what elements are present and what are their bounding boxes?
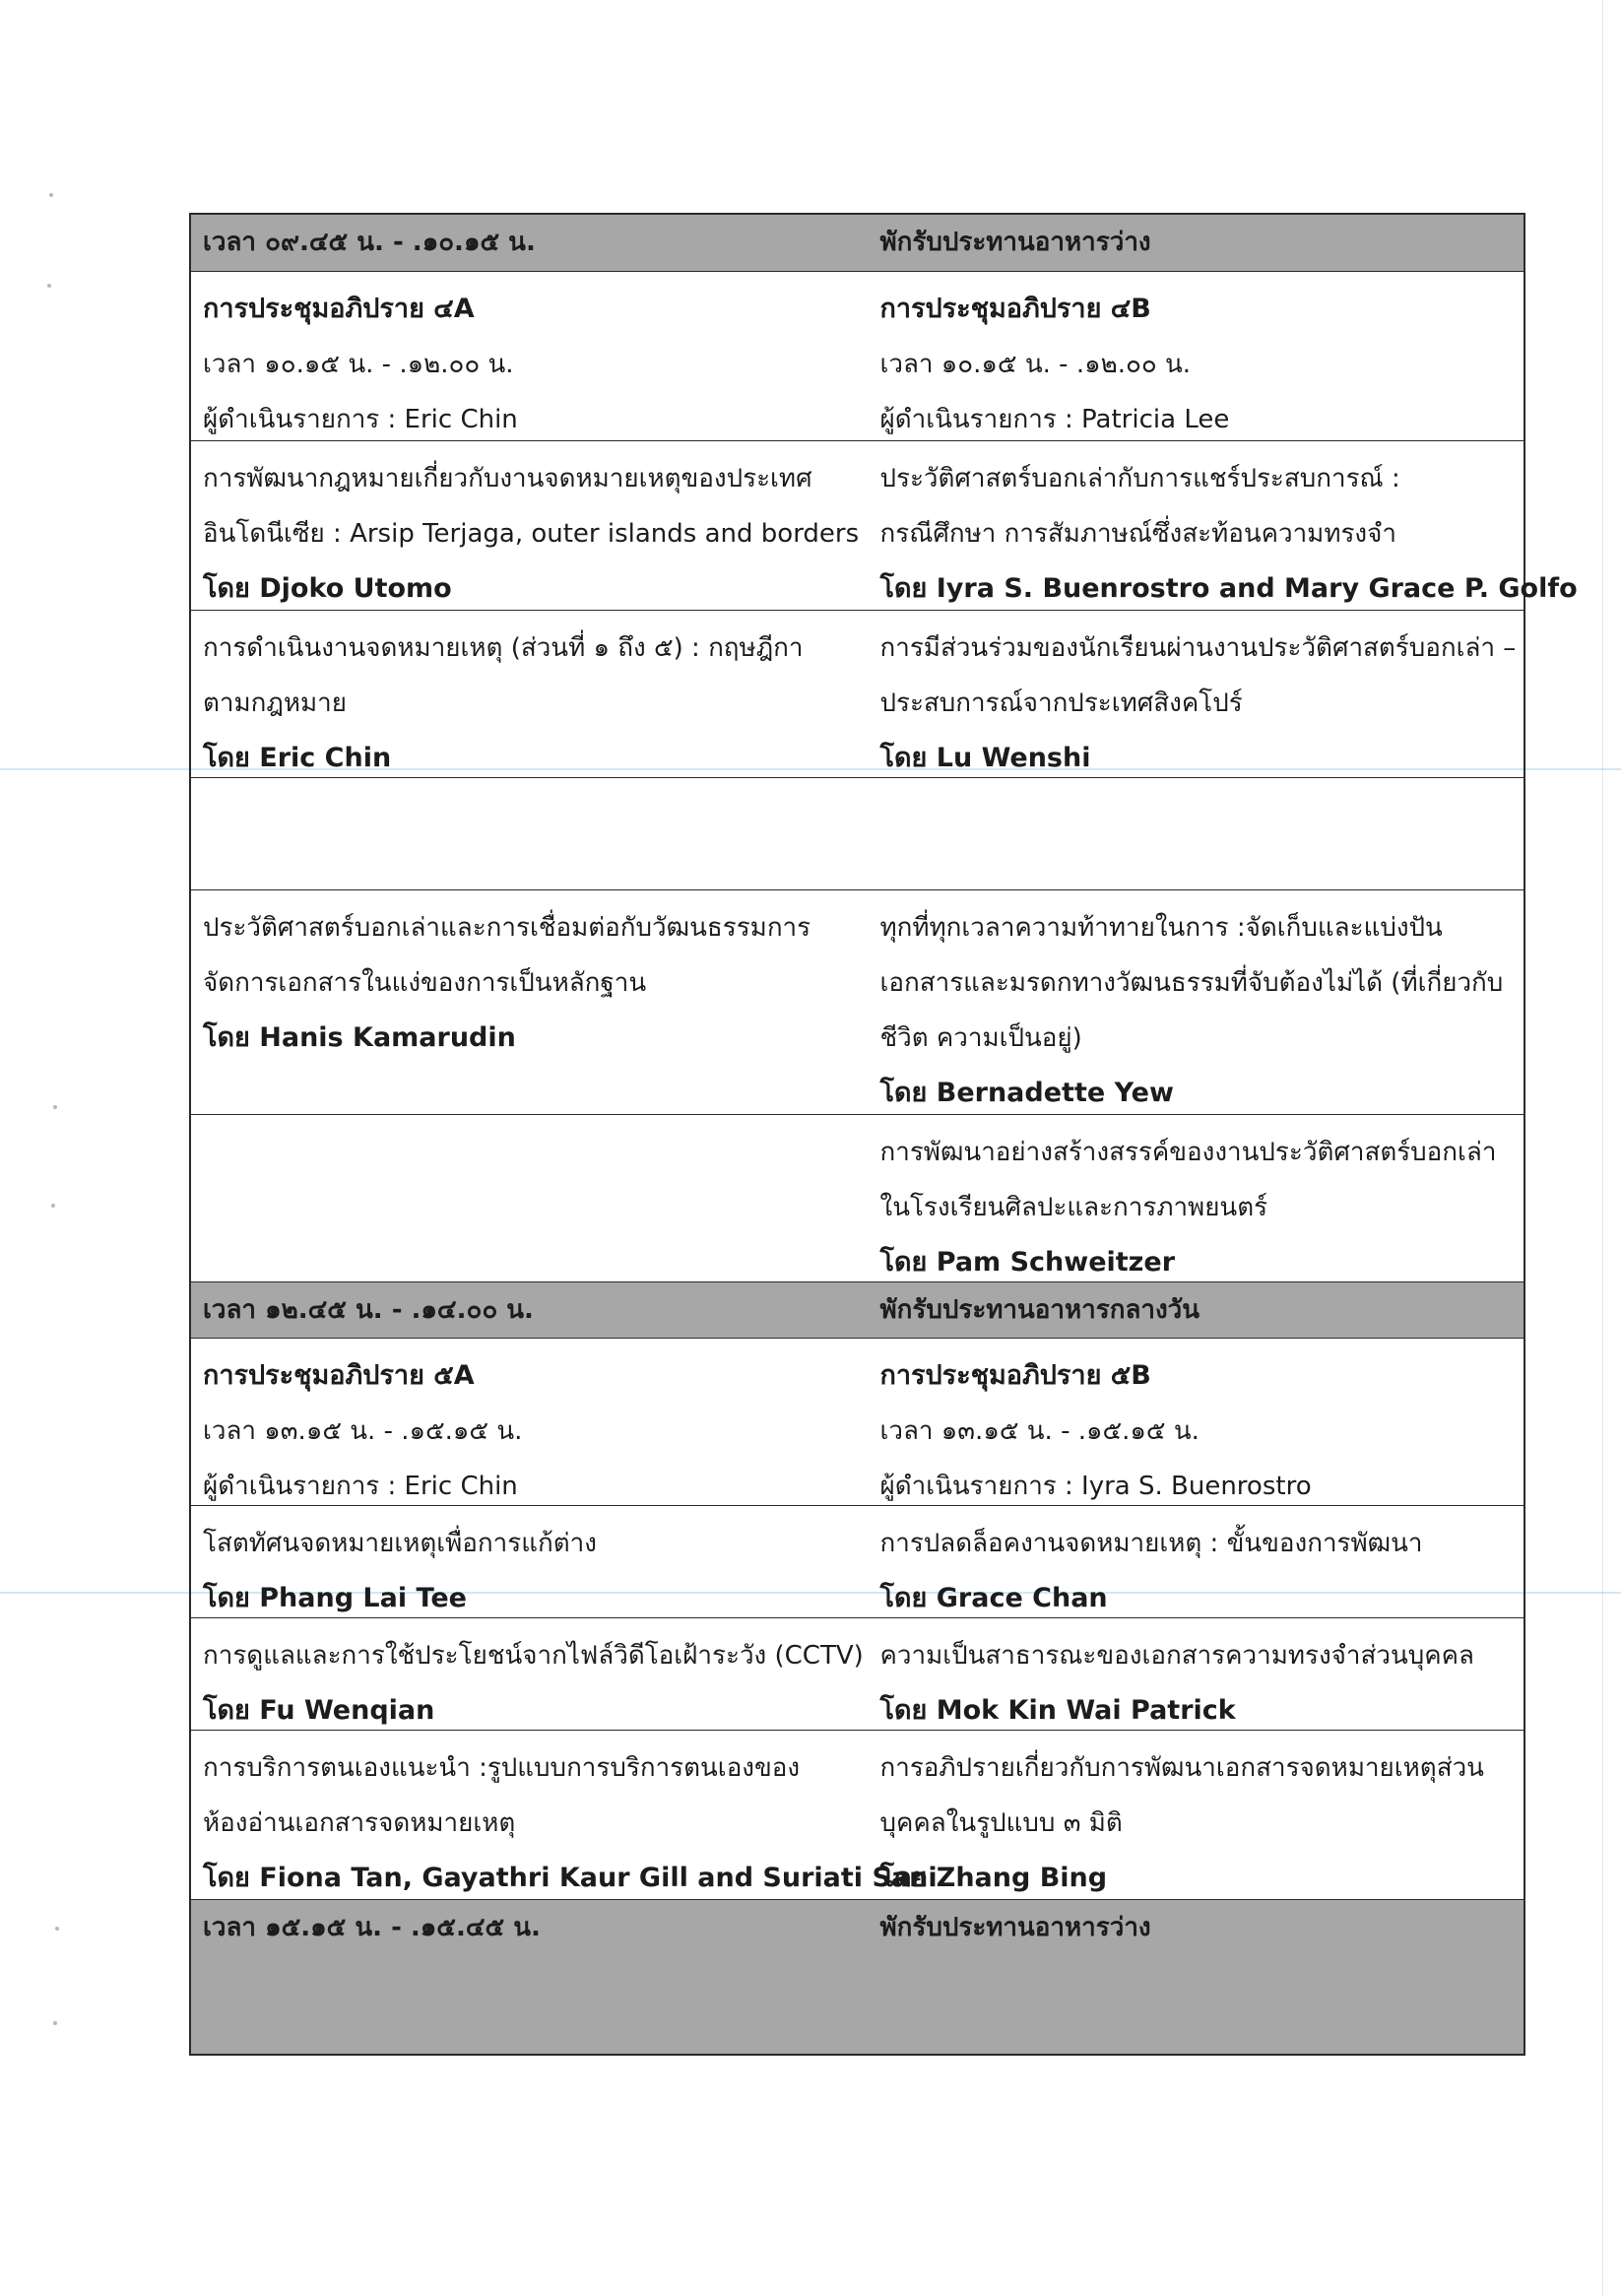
talk-title-line: ห้องอ่านเอกสารจดหมายเหตุ [203, 1808, 516, 1838]
left-cell [191, 441, 858, 610]
break-time: เวลา ๐๙.๔๕ น. - .๑๐.๑๕ น. [203, 228, 536, 257]
talk-title-line: อินโดนีเซีย : Arsip Terjaga, outer islands and borders [203, 519, 860, 549]
left-cell [191, 1731, 938, 1899]
right-cell [858, 1339, 1524, 1505]
right-cell [858, 272, 1524, 440]
talk-title-line: การดำเนินงานจดหมายเหตุ (ส่วนที่ ๑ ถึง ๕) : กฤษฎีกา [203, 633, 804, 663]
session-row [191, 1339, 1524, 1506]
blank-row [191, 778, 1524, 890]
talk-speaker: โดย Djoko Utomo [203, 573, 452, 604]
right-cell [858, 215, 1524, 271]
session-time: เวลา ๑๓.๑๕ น. - .๑๕.๑๕ น. [879, 1416, 1200, 1446]
left-cell [191, 215, 858, 271]
break-title: พักรับประทานอาหารกลางวัน [879, 1295, 1200, 1325]
scan-speck [51, 1204, 55, 1208]
talk-speaker: โดย Hanis Kamarudin [203, 1022, 516, 1053]
scan-speck [53, 2021, 57, 2025]
break-row [191, 1900, 1524, 2054]
right-cell [858, 890, 1524, 1114]
left-cell [191, 1506, 858, 1617]
left-cell [191, 778, 858, 889]
right-cell [858, 611, 1524, 777]
scan-speck [49, 193, 53, 197]
talk-title-line: การพัฒนากฎหมายเกี่ยวกับงานจดหมายเหตุของประเทศ [203, 464, 812, 493]
talk-speaker: โดย Grace Chan [879, 1583, 1108, 1613]
talk-title-line: การปลดล็อคงานจดหมายเหตุ : ขั้นของการพัฒนา [879, 1529, 1423, 1558]
talk-row [191, 1618, 1524, 1731]
talk-title-line: ชีวิต ความเป็นอยู่) [879, 1023, 1082, 1053]
talk-speaker: โดย Bernadette Yew [879, 1078, 1174, 1108]
talk-title-line: ตามกฎหมาย [203, 689, 347, 718]
right-cell [858, 1731, 1524, 1899]
talk-speaker: โดย Eric Chin [203, 743, 392, 773]
session-moderator: ผู้ดำเนินรายการ : Eric Chin [203, 405, 518, 434]
session-moderator: ผู้ดำเนินรายการ : Eric Chin [203, 1472, 518, 1501]
left-cell [191, 890, 858, 1114]
talk-row [191, 890, 1524, 1115]
session-title: การประชุมอภิปราย ๕B [879, 1360, 1151, 1391]
talk-row [191, 1115, 1524, 1282]
scan-speck [47, 284, 51, 288]
right-cell [858, 1115, 1524, 1281]
talk-speaker: โดย Phang Lai Tee [203, 1583, 467, 1613]
break-time: เวลา ๑๕.๑๕ น. - .๑๕.๔๕ น. [203, 1913, 541, 1942]
page-edge-line [1602, 0, 1603, 2296]
left-cell [191, 1115, 858, 1281]
talk-title-line: ในโรงเรียนศิลปะและการภาพยนตร์ [879, 1193, 1268, 1222]
talk-title-line: ประสบการณ์จากประเทศสิงคโปร์ [879, 689, 1243, 718]
right-cell [858, 441, 1578, 610]
talk-title-line: การมีส่วนร่วมของนักเรียนผ่านงานประวัติศาสตร์บอกเล่า – [879, 633, 1517, 663]
session-moderator: ผู้ดำเนินรายการ : Patricia Lee [879, 405, 1230, 434]
talk-title-line: การอภิปรายเกี่ยวกับการพัฒนาเอกสารจดหมายเหตุส่วน [879, 1753, 1484, 1783]
session-time: เวลา ๑๐.๑๕ น. - .๑๒.๐๐ น. [879, 350, 1192, 379]
session-title: การประชุมอภิปราย ๔B [879, 294, 1151, 324]
session-title: การประชุมอภิปราย ๔A [203, 294, 475, 324]
talk-speaker: โดย Fu Wenqian [203, 1695, 435, 1726]
break-row [191, 1282, 1524, 1339]
talk-title-line: การดูแลและการใช้ประโยชน์จากไฟล์วิดีโอเฝ้าระวัง (CCTV) [203, 1641, 864, 1671]
break-time: เวลา ๑๒.๔๕ น. - .๑๔.๐๐ น. [203, 1295, 534, 1325]
session-moderator: ผู้ดำเนินรายการ : Iyra S. Buenrostro [879, 1472, 1312, 1501]
session-title: การประชุมอภิปราย ๕A [203, 1360, 475, 1391]
talk-speaker: โดย Pam Schweitzer [879, 1247, 1176, 1278]
talk-speaker: โดย Zhang Bing [879, 1863, 1108, 1893]
talk-title-line: จัดการเอกสารในแง่ของการเป็นหลักฐาน [203, 968, 647, 998]
talk-speaker: โดย Iyra S. Buenrostro and Mary Grace P. Golfo [879, 573, 1578, 604]
right-cell [858, 1282, 1524, 1338]
talk-row [191, 1506, 1524, 1618]
left-cell [191, 1618, 864, 1730]
talk-title-line: กรณีศึกษา การสัมภาษณ์ซึ่งสะท้อนความทรงจำ [879, 519, 1396, 549]
right-cell [858, 778, 1524, 889]
left-cell [191, 1339, 858, 1505]
session-time: เวลา ๑๓.๑๕ น. - .๑๕.๑๕ น. [203, 1416, 523, 1446]
left-cell [191, 1282, 858, 1338]
talk-title-line: โสตทัศนจดหมายเหตุเพื่อการแก้ต่าง [203, 1529, 597, 1558]
session-time: เวลา ๑๐.๑๕ น. - .๑๒.๐๐ น. [203, 350, 514, 379]
talk-title-line: ประวัติศาสตร์บอกเล่ากับการแชร์ประสบการณ์ : [879, 464, 1400, 493]
scan-speck [55, 1927, 59, 1931]
talk-speaker: โดย Lu Wenshi [879, 743, 1091, 773]
left-cell [191, 611, 858, 777]
talk-title-line: ประวัติศาสตร์บอกเล่าและการเชื่อมต่อกับวัฒนธรรมการ [203, 913, 811, 943]
talk-title-line: ความเป็นสาธารณะของเอกสารความทรงจำส่วนบุคคล [879, 1641, 1474, 1671]
talk-row [191, 611, 1524, 778]
talk-title-line: ทุกที่ทุกเวลาความท้าทายในการ :จัดเก็บและแบ่งปัน [879, 913, 1443, 943]
talk-speaker: โดย Fiona Tan, Gayathri Kaur Gill and Suriati Sani [203, 1863, 938, 1893]
talk-title-line: บุคคลในรูปแบบ ๓ มิติ [879, 1808, 1123, 1838]
talk-row [191, 441, 1578, 611]
scan-speck [53, 1105, 57, 1109]
schedule-table [189, 213, 1578, 2056]
break-row [191, 215, 1524, 272]
talk-title-line: เอกสารและมรดกทางวัฒนธรรมที่จับต้องไม่ได้ (ที่เกี่ยวกับ [879, 968, 1504, 998]
left-cell [191, 272, 858, 440]
talk-speaker: โดย Mok Kin Wai Patrick [879, 1695, 1236, 1726]
talk-title-line: การพัฒนาอย่างสร้างสรรค์ของงานประวัติศาสตร์บอกเล่า [879, 1138, 1497, 1167]
session-row [191, 272, 1524, 441]
break-title: พักรับประทานอาหารว่าง [879, 1913, 1151, 1942]
right-cell [858, 1506, 1524, 1617]
left-cell [191, 1900, 858, 2054]
talk-row [191, 1731, 1524, 1900]
right-cell [858, 1618, 1524, 1730]
right-cell [858, 1900, 1524, 2054]
break-title: พักรับประทานอาหารว่าง [879, 228, 1151, 257]
talk-title-line: การบริการตนเองแนะนำ :รูปแบบการบริการตนเองของ [203, 1753, 801, 1783]
